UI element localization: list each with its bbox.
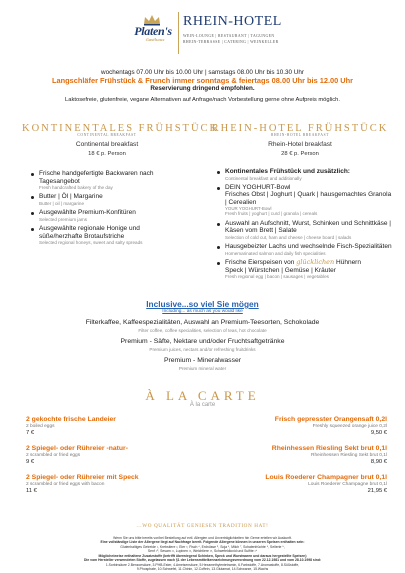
rheinhotel-name: Rhein-Hotel breakfast [268, 141, 332, 148]
continental-name: Continental breakfast [75, 141, 139, 148]
rheinhotel-items [216, 168, 394, 283]
rheinhotel-price: 28 € p. Person [281, 151, 319, 157]
hotel-name: RHEIN-HOTEL [183, 14, 282, 29]
brunch-times: Langschläfer Frühstück & Frunch immer sonntags & feiertags 08.00 Uhr bis 12.00 Uhr [51, 76, 354, 85]
alacarte-subtitle: À la carte [189, 402, 216, 408]
brand-sub: Gasthaus [145, 37, 165, 42]
brand-logo: Platen's [134, 24, 172, 38]
rheinhotel-title: RHEIN-HOTEL FRÜHSTÜCK [211, 123, 389, 134]
alacarte-title: À LA CARTE [145, 388, 260, 403]
list-item: Hausgebeizter Lachs und wechselnde Fisch-Spezialitäten Homemarinated salmon and daily fish specialities [216, 243, 394, 256]
opening-times: wochentags 07.00 Uhr bis 10.00 Uhr | samstags 08.00 Uhr bis 10.30 Uhr [101, 69, 304, 76]
inclusive-line-1-en: Filter coffee, coffee specialities, selection of teas, hot chocolate [138, 328, 267, 333]
header [0, 8, 405, 62]
reservation-note: Reservierung dringend empfohlen. [150, 85, 255, 92]
inclusive-line-3: Premium - Mineralwasser [163, 357, 242, 364]
alacarte-right-3: Louis Roederer Champagner brut 0,1l Louis Roederer Champagne brut 0,1l 21,95 € [265, 474, 387, 494]
quality-slogan: ...WO QUALITÄT GENIESEN TRADITION HAT! [136, 523, 269, 529]
list-item: Ausgewählte regionale Honige und süße/herzhafte Brotaufstriche Selected regional honeys, sweet and salty spreads [30, 225, 180, 245]
fine-print-additives: Mögliche/weise enthaltene Zusatzstoffe (betrifft überwiegend Schinken, Speck und Wurstwaren und daraus hergestellte Speisen) Die vom Hersteller verwendeten Stoffe, zugelassen nach §1 der Lebensmittelkennzeichnungsverordnung vom 22.12.1981 und vom 28.10.1998 sind: 1.Sorbinsäure 2.Benzoesäure, 3.PHB-Ester, 4.Ameisensäure, 5.Hexamethylentetramin, 6.Farbstoffe, 7.Aromastoffe, 8.Süßstoffe, 9.Phosphate, 10.Schwefel, 11.Chinin, 12.Coffein, 13.Glutamat, 14.Schwarze, 15.Wachs [83, 554, 322, 571]
inclusive-line-2-en: Premium juices, nectars and/or refreshing fruitdrinks [149, 347, 256, 352]
list-item: DEIN YOGHURT-Bowl Frisches Obst | Joghurt | Quark | hausgemachtes Granola | Cerealien YOUR YOGHURT-Bowl Fresh fruits | yoghurt | curd | granola | cereals [216, 184, 394, 217]
continental-items [30, 170, 180, 249]
alacarte-left-2: 2 Spiegel- oder Rühreier -natur- 2 scrambled or fried eggs 9 € [26, 445, 128, 465]
continental-price: 18 € p. Person [88, 151, 126, 157]
list-item: Frische Eierspeisen von glücklichen Hühnern Speck | Würstchen | Gemüse | Kräuter Fresh regional egg | bacon | sausages | vegetables [216, 259, 394, 279]
fine-print: Wenn Sie uns bitte bereits vor/bei Bestellung auf evtl. Allergien und Unverträglichkeiten hin Gerne erteilen wir Auskunft. Eine vollständige Liste der Allergene liegt auf Nachfrage bereit. Folgende Allergene können in unseren Speisen enthalten sein: Glutenhaltiges Getreide ¹, Krebstiere ², Eier ³, Fisch ⁴, Erdnüsse ⁵, Soja ⁶, Milch ⁷, Schalenfrüchte ⁸, Sellerie ⁹, Senf ¹⁰, Sesam ¹¹, Lupinen ¹², Weichtiere ¹³, Schwefeldioxid und Sulfite ¹⁴ [100, 536, 305, 553]
list-item: Ausgewählte Premium-Konfitüren Selected premium jams [30, 209, 180, 222]
inclusive-title: Inclusive...so viel Sie mögen [146, 299, 259, 309]
alacarte-left-3: 2 Spiegel- oder Rühreier mit Speck 2 scrambled or fried eggs with bacon 11 € [26, 474, 139, 494]
continental-title-sub: CONTINENTAL BREAKFAST [77, 133, 137, 137]
inclusive-title-en: Including... as much as you would like [162, 309, 243, 314]
hotel-services-line-1: WEIN-LOUNGE | RESTAURANT | TAGUNGEN [183, 34, 275, 38]
dietary-note: Laktosefreie, glutenfreie, vegane Alternativen auf Anfrage/nach Vorbestellung gerne ohne Aufpreis möglich. [65, 97, 340, 103]
list-item: Butter | Öl | Margarine Butter | oil | margarine [30, 193, 180, 206]
list-item: Frische handgefertigte Backwaren nach Tagesangebot Fresh handcrafted bakery of the day [30, 170, 180, 190]
list-item: Kontinentales Frühstück und zusätzlich: Continental breakfast and additionally [216, 168, 394, 181]
alacarte-right-1: Frisch gepresster Orangensaft 0,2l Freshly squeezed orange juice 0,2l 9,50 € [274, 416, 387, 436]
inclusive-line-3-en: Premium mineral water [178, 366, 227, 371]
continental-title: KONTINENTALES FRÜHSTÜCK [22, 123, 220, 134]
inclusive-line-2: Premium - Säfte, Nektare und/oder Fruchtsaftgetränke [120, 338, 285, 345]
list-item: Auswahl an Aufschnitt, Wurst, Schinken und Schnittkäse | Käsen vom Brett | Salate Selection of cold cut, ham and cheese | cheese board | salads [216, 220, 394, 240]
alacarte-right-2: Rheinhessen Riesling Sekt brut 0,1l Rheinhessen Riesling Sekt brut 0,1l 8,90 € [271, 445, 387, 465]
alacarte-left-1: 2 gekochte frische Landeier 2 boiled eggs 7 € [26, 416, 116, 436]
rheinhotel-title-sub: RHEIN-HOTEL BREAKFAST [270, 133, 330, 137]
logo-divider [178, 12, 179, 54]
hotel-services-line-2: RHEIN-TERRASSE | CATERING | WEINKELLER [183, 40, 279, 44]
inclusive-line-1: Filterkaffee, Kaffeespezialitäten, Auswahl an Premium-Teesorten, Schokolade [85, 319, 320, 326]
